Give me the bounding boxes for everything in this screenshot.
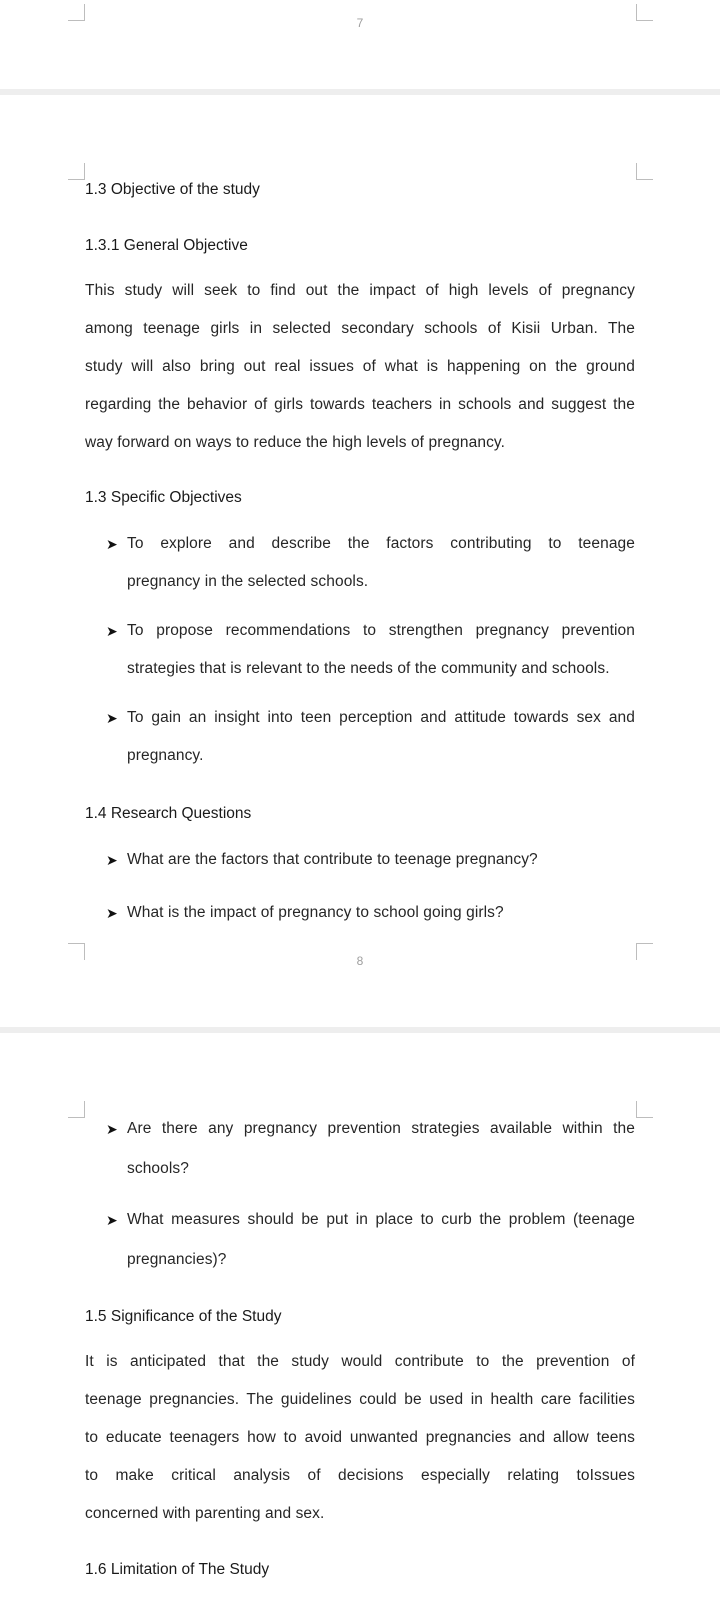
paragraph-line: to make critical analysis of decisions especially relating toIssues — [85, 1467, 635, 1484]
list-item-line: To explore and describe the factors contributing to teenage — [127, 535, 635, 552]
arrow-bullet-icon: ➤ — [106, 623, 118, 639]
list-item-line: To gain an insight into teen perception and attitude towards sex and — [127, 709, 635, 726]
paragraph-line: concerned with parenting and sex. — [85, 1505, 325, 1522]
paragraph-line: It is anticipated that the study would contribute to the prevention of — [85, 1353, 635, 1370]
page-corner-mark — [636, 163, 653, 180]
paragraph-line: study will also bring out real issues of what is happening on the ground — [85, 358, 635, 375]
arrow-bullet-icon: ➤ — [106, 852, 118, 868]
paragraph-line: way forward on ways to reduce the high levels of pregnancy. — [85, 434, 506, 451]
page-corner-mark — [636, 1101, 653, 1118]
list-item-line: strategies that is relevant to the needs of the community and schools. — [127, 660, 610, 677]
page-number: 7 — [356, 16, 364, 30]
page-separator — [0, 89, 720, 95]
page-separator — [0, 1027, 720, 1033]
arrow-bullet-icon: ➤ — [106, 1212, 118, 1228]
arrow-bullet-icon: ➤ — [106, 1121, 118, 1137]
list-item-line: schools? — [127, 1160, 189, 1177]
section-heading-research-questions: 1.4 Research Questions — [85, 805, 252, 822]
paragraph-line: to educate teenagers how to avoid unwanted pregnancies and allow teens — [85, 1429, 635, 1446]
list-item-line: What measures should be put in place to curb the problem (teenage — [127, 1211, 635, 1228]
page-corner-mark — [68, 163, 85, 180]
list-item-line: pregnancies)? — [127, 1251, 227, 1268]
section-heading-significance: 1.5 Significance of the Study — [85, 1308, 282, 1325]
list-item-line: Are there any pregnancy prevention strategies available within the — [127, 1120, 635, 1137]
list-item-line: What are the factors that contribute to teenage pregnancy? — [127, 851, 538, 868]
page-number: 8 — [356, 954, 364, 968]
list-item-line: pregnancy. — [127, 747, 204, 764]
section-heading-limitation: 1.6 Limitation of The Study — [85, 1561, 270, 1578]
arrow-bullet-icon: ➤ — [106, 905, 118, 921]
section-heading-specific-objectives: 1.3 Specific Objectives — [85, 489, 242, 506]
paragraph-line: This study will seek to find out the impact of high levels of pregnancy — [85, 282, 635, 299]
paragraph-line: teenage pregnancies. The guidelines could be used in health care facilities — [85, 1391, 635, 1408]
paragraph-line: among teenage girls in selected secondary schools of Kisii Urban. The — [85, 320, 635, 337]
section-heading-general-objective: 1.3.1 General Objective — [85, 237, 248, 254]
page-corner-mark — [68, 1101, 85, 1118]
section-heading-objective: 1.3 Objective of the study — [85, 181, 260, 198]
list-item-line: What is the impact of pregnancy to school going girls? — [127, 904, 504, 921]
arrow-bullet-icon: ➤ — [106, 536, 118, 552]
paragraph-line: regarding the behavior of girls towards teachers in schools and suggest the — [85, 396, 635, 413]
list-item-line: To propose recommendations to strengthen pregnancy prevention — [127, 622, 635, 639]
list-item-line: pregnancy in the selected schools. — [127, 573, 369, 590]
arrow-bullet-icon: ➤ — [106, 710, 118, 726]
